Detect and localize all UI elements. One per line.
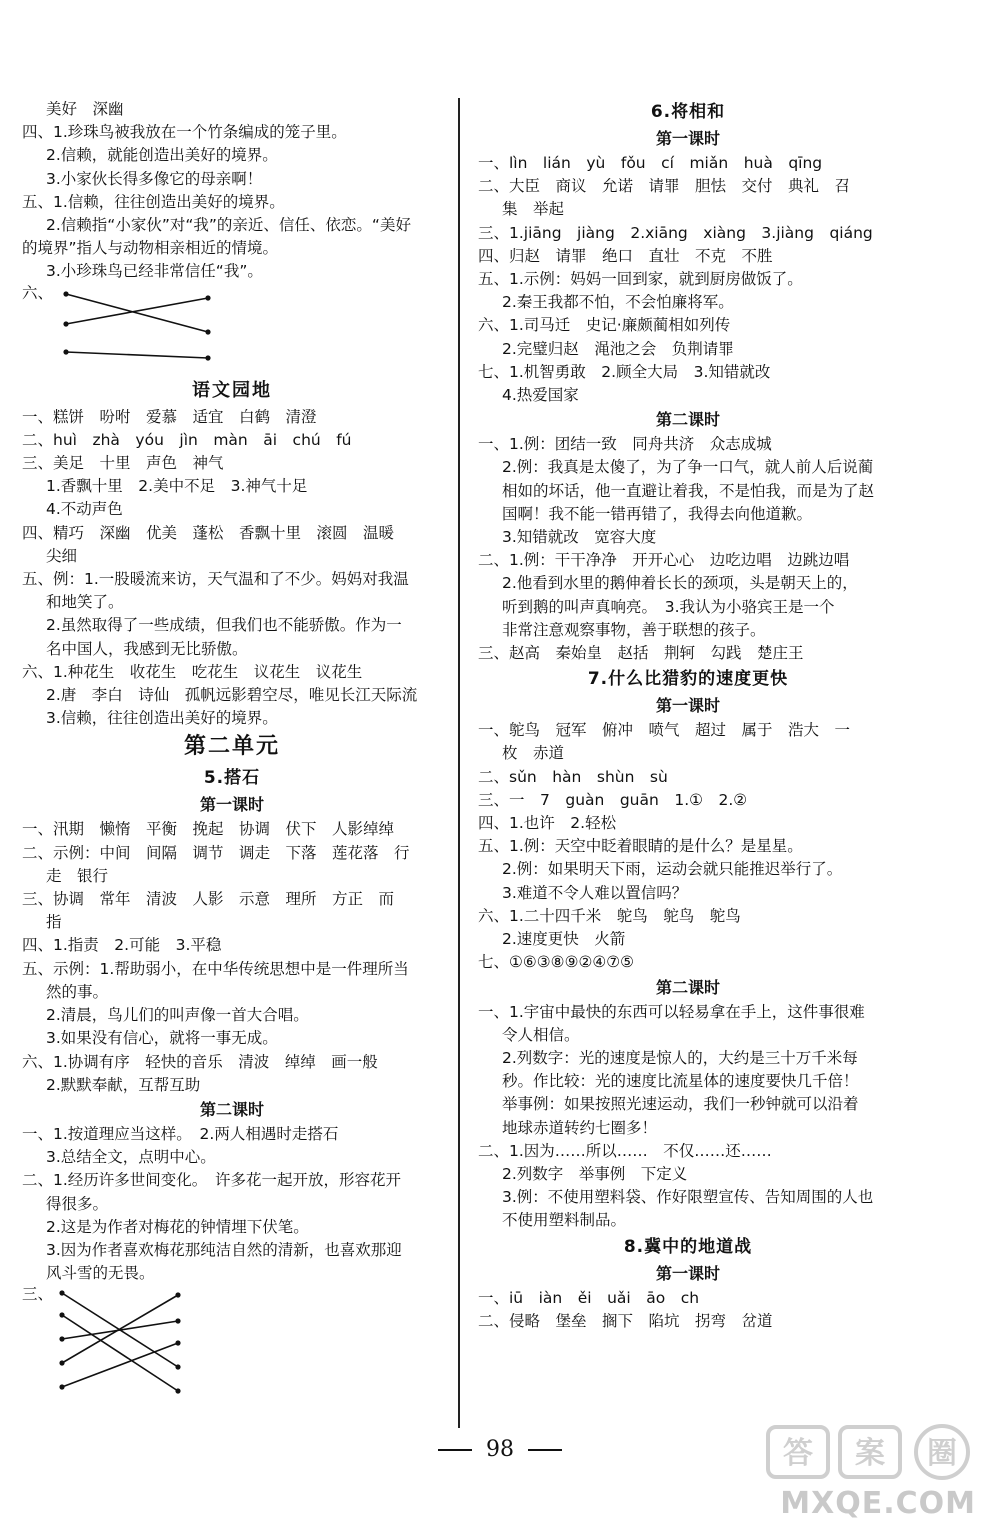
answer-line: 五、例：1.一股暖流来访，天气温和了不少。妈妈对我温: [22, 570, 409, 589]
answer-line: 二、1.因为……所以…… 不仅……还……: [478, 1141, 772, 1160]
match-line: [62, 1321, 178, 1339]
match-dot: [59, 1361, 64, 1366]
answer-line: 三、一 7 guàn guān 1.① 2.②: [478, 790, 748, 809]
answer-line: 不使用塑料制品。: [502, 1211, 627, 1230]
watermark-logo: [766, 1423, 976, 1481]
match-dot: [205, 355, 210, 360]
answer-line: 一、lìn lián yù fǒu cí miǎn huà qīng: [478, 154, 823, 172]
match-dot: [59, 1313, 64, 1318]
answer-line: 2.例：如果明天下雨，运动会就只能推迟举行了。: [502, 860, 843, 879]
answer-line: 3.难道不令人难以置信吗？: [502, 883, 688, 902]
answer-line: 3.因为作者喜欢梅花那纯洁自然的清新，也喜欢那迎: [46, 1240, 402, 1259]
answer-line: 三、赵高 秦始皇 赵括 荆轲 勾践 楚庄王: [478, 644, 804, 663]
match-line: [66, 352, 208, 358]
match-dot: [175, 1319, 180, 1324]
answer-line: 得很多。: [46, 1194, 109, 1213]
match-dot: [63, 349, 68, 354]
answer-line: 3.如果没有信心，就将一事无成。: [46, 1029, 278, 1048]
answer-line: 风斗雪的无畏。: [46, 1264, 155, 1283]
answer-line: 四、精巧 深幽 优美 蓬松 香飘十里 滚圆 温暖: [22, 523, 395, 542]
match-line: [66, 298, 208, 324]
svg-text:答: 答: [783, 1436, 813, 1471]
answer-line: 五、1.例：天空中眨着眼睛的是什么？是星星。: [478, 837, 803, 856]
answer-line: 国啊！我不能一错再错了，我得去向他道歉。: [502, 504, 813, 523]
matching-exercise: [22, 283, 442, 372]
answer-line: 非常注意观察事物，善于联想的孩子。: [502, 620, 766, 639]
answer-line: 六、1.二十四千米 鸵鸟 鸵鸟 鸵鸟: [478, 906, 741, 925]
answer-line: 二、1.经历许多世间变化。 许多花一起开放，形容花开: [22, 1171, 402, 1190]
watermark: [770, 1423, 990, 1523]
match-dot: [63, 321, 68, 326]
match-dot: [175, 1389, 180, 1394]
answer-line: 三、协调 常年 清波 人影 示意 理所 方正 而: [22, 890, 395, 909]
answer-line: 2.默默奉献，互帮互助: [46, 1075, 201, 1094]
match-dot: [59, 1291, 64, 1296]
answer-line: 3.小珍珠鸟已经非常信任“我”。: [46, 262, 263, 281]
left-column: [22, 98, 442, 1415]
answer-line: 一、1.宇宙中最快的东西可以轻易拿在手上，这件事很难: [478, 1002, 865, 1021]
answer-line: 尖细: [46, 546, 78, 565]
match-dot: [59, 1385, 64, 1390]
class-period-heading: 第二课时: [199, 1099, 264, 1119]
answer-line: 3.例：不使用塑料袋、作好限塑宣传、告知周围的人也: [502, 1188, 874, 1207]
answer-line: 一、1.按道理应当这样。 2.两人相遇时走搭石: [22, 1124, 339, 1143]
answer-line: 2.秦王我都不怕，不会怕廉将军。: [502, 293, 734, 312]
match-dot: [205, 295, 210, 300]
answer-line: 七、①⑥③⑧⑨②④⑦⑤: [478, 953, 635, 972]
answer-line: 相如的坏话，他一直避让着我，不是怕我，而是为了赵: [502, 481, 875, 500]
answer-line: 二、示例：中间 间隔 调节 调走 下落 莲花落 行: [22, 843, 410, 862]
answer-line: 二、侵略 堡垒 搁下 陷坑 拐弯 岔道: [478, 1311, 773, 1330]
answer-line: 美好 深幽: [46, 100, 124, 118]
answer-line: 3.小家伙长得多像它的母亲啊！: [46, 169, 263, 188]
answer-line: 一、汛期 懒惰 平衡 挽起 协调 伏下 人影绰绰: [22, 820, 395, 839]
answer-line: 2.这是为作者对梅花的钟情埋下伏笔。: [46, 1217, 309, 1236]
lesson-title: 8.冀中的地道战: [623, 1236, 753, 1257]
answer-line: 四、归赵 请罪 绝口 直壮 不克 不胜: [478, 246, 773, 265]
column-divider: [458, 98, 460, 1428]
answer-line: 2.他看到水里的鹅伸着长长的颈项，头是朝天上的，: [502, 574, 858, 593]
answer-line: 2.列数字 举事例 下定义: [502, 1164, 688, 1183]
footer-dash-right: [528, 1449, 562, 1451]
answer-line: 六、1.司马迁 史记·廉颇蔺相如列传: [478, 316, 731, 335]
class-period-heading: 第二课时: [655, 410, 720, 430]
matching-lines-diagram-2: [36, 1287, 206, 1405]
match-dot: [175, 1293, 180, 1298]
answer-line: 四、1.也许 2.轻松: [478, 814, 617, 833]
answer-line: 二、1.例：干干净净 开开心心 边吃边唱 边跳边唱: [478, 551, 850, 570]
lesson-title: 5.搭石: [203, 768, 261, 789]
answer-line: 二、sǔn hàn shùn sù: [478, 767, 668, 786]
matching-exercise: [22, 1287, 442, 1411]
match-dot: [175, 1365, 180, 1370]
answer-line: 五、1.示例：妈妈一回到家，就到厨房做饭了。: [478, 270, 803, 289]
answer-line: 六、1.种花生 收花生 吃花生 议花生 议花生: [22, 662, 363, 681]
answer-line: 2.完璧归赵 渑池之会 负荆请罪: [502, 339, 734, 358]
answer-line: 和地笑了。: [46, 593, 124, 612]
answer-line: 五、示例：1.帮助弱小，在中华传统思想中是一件理所当: [22, 959, 409, 978]
answer-line: 指: [46, 913, 62, 932]
lesson-title: 6.将相和: [650, 102, 726, 122]
answer-line: 集 举起: [502, 200, 565, 219]
answer-line: 秒。作比较：光的速度比流星体的速度要快几千倍！: [502, 1072, 859, 1091]
matching-lines-diagram: [36, 286, 236, 366]
answer-line: 3.信赖，往往创造出美好的境界。: [46, 709, 278, 728]
answer-line: 一、1.例：团结一致 同舟共济 众志成城: [478, 435, 772, 454]
answer-line: 然的事。: [46, 982, 109, 1001]
class-period-heading: 第一课时: [655, 696, 720, 716]
answer-line: 走 银行: [46, 866, 109, 885]
match-dot: [63, 291, 68, 296]
answer-line: 令人相信。: [502, 1025, 580, 1044]
class-period-heading: 第二课时: [655, 977, 720, 997]
watermark-site: MXQE.COM: [780, 1486, 976, 1521]
svg-text:案: 案: [855, 1436, 885, 1471]
answer-line: 2.例：我真是太傻了，为了争一口气，就人前人后说蔺: [502, 458, 874, 477]
answer-line: 2.信赖，就能创造出美好的境界。: [46, 146, 278, 165]
answer-line: 名中国人，我感到无比骄傲。: [46, 639, 248, 658]
match-dot: [175, 1341, 180, 1346]
answer-line: 3.知错就改 宽容大度: [502, 528, 657, 547]
section-title: 语文园地: [192, 379, 272, 401]
answer-line: 一、鸵鸟 冠军 俯冲 喷气 超过 属于 浩大 一: [478, 721, 851, 740]
answer-line: 2.唐 李白 诗仙 孤帆远影碧空尽，唯见长江天际流: [46, 686, 418, 705]
answer-line: 三、1.jiāng jiàng 2.xiāng xiàng 3.jiàng qiáng: [478, 223, 873, 242]
match-dot: [59, 1337, 64, 1342]
lesson-title: 7.什么比猎豹的速度更快: [587, 669, 789, 690]
answer-line: 2.信赖指“小家伙”对“我”的亲近、信任、依恋。“美好: [46, 216, 411, 235]
answer-line: 七、1.机智勇敢 2.顾全大局 3.知错就改: [478, 362, 771, 381]
match-line: [66, 294, 208, 332]
answer-line: 二、huì zhà yóu jìn màn āi chú fú: [22, 430, 352, 449]
answer-line: 四、1.珍珠鸟被我放在一个竹条编成的笼子里。: [22, 123, 347, 142]
answer-line: 1.香飘十里 2.美中不足 3.神气十足: [46, 477, 308, 496]
svg-text:圈: 圈: [927, 1436, 957, 1471]
answer-line: 三、美足 十里 声色 神气: [22, 454, 224, 473]
answer-line: 2.列数字：光的速度是惊人的，大约是三十万千米每: [502, 1048, 858, 1067]
answer-line: 五、1.信赖，往往创造出美好的境界。: [22, 192, 285, 211]
answer-line: 一、糕饼 吩咐 爱慕 适宜 白鹤 清澄: [22, 407, 317, 426]
answer-line: 六、1.协调有序 轻快的音乐 清波 绰绰 画一般: [22, 1052, 378, 1071]
page-number: 98: [486, 1437, 514, 1462]
answer-line: 2.清晨，鸟儿们的叫声像一首大合唱。: [46, 1006, 309, 1025]
match-dot: [205, 329, 210, 334]
answer-line: 听到鹅的叫声真响亮。 3.我认为小骆宾王是一个: [502, 597, 835, 616]
matching-label: 三、: [22, 1285, 54, 1304]
answer-line: 枚 赤道: [502, 744, 565, 763]
answer-line: 的境界”指人与动物相亲相近的情境。: [22, 239, 279, 258]
answer-line: 4.不动声色: [46, 500, 123, 519]
answer-line: 一、iū iàn ěi uǎi āo ch: [478, 1288, 700, 1307]
class-period-heading: 第一课时: [655, 129, 720, 148]
answer-line: 2.虽然取得了一些成绩，但我们也不能骄傲。作为一: [46, 616, 402, 635]
answer-line: 地球赤道转约七圈多！: [502, 1118, 658, 1137]
answer-line: 3.总结全文，点明中心。: [46, 1148, 216, 1167]
answer-line: 举事例：如果按照光速运动，我们一秒钟就可以沿着: [502, 1095, 859, 1114]
matching-label: 六、: [22, 283, 54, 302]
class-period-heading: 第一课时: [655, 1263, 720, 1283]
answer-line: 二、大臣 商议 允诺 请罪 胆怯 交付 典礼 召: [478, 177, 851, 196]
right-column: [478, 98, 898, 1333]
answer-line: 四、1.指责 2.可能 3.平稳: [22, 936, 222, 955]
footer-dash-left: [438, 1449, 472, 1451]
answer-line: 4.热爱国家: [502, 386, 579, 405]
class-period-heading: 第一课时: [199, 795, 264, 815]
unit-title: 第二单元: [183, 734, 280, 760]
answer-line: 2.速度更快 火箭: [502, 930, 626, 949]
